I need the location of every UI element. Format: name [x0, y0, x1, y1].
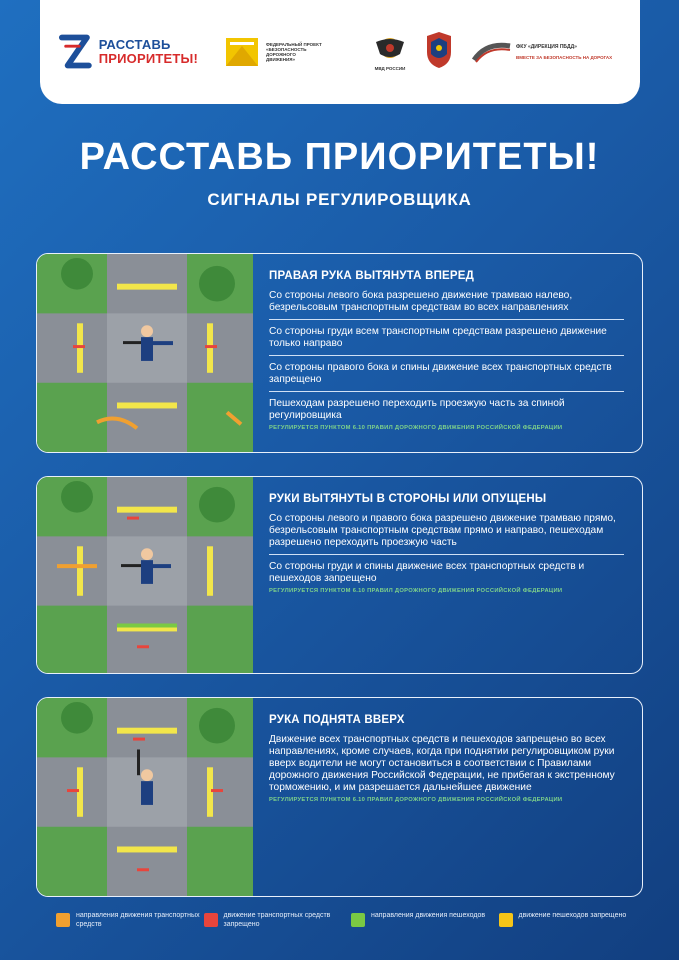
page-subtitle: СИГНАЛЫ РЕГУЛИРОВЩИКА — [207, 190, 472, 209]
brand-logo — [58, 32, 198, 72]
rule-reference: РЕГУЛИРУЕТСЯ ПУНКТОМ 6.10 ПРАВИЛ ДОРОЖНОГО ДВИЖЕНИЯ РОССИЙСКОЙ ФЕДЕРАЦИИ — [269, 588, 563, 594]
legend-item — [351, 912, 499, 929]
rule-item: Со стороны левого бока разрешено движение трамваю налево, безрельсовым транспортным средствам во всех направлениях — [269, 290, 624, 320]
rule-reference: РЕГУЛИРУЕТСЯ ПУНКТОМ 6.10 ПРАВИЛ ДОРОЖНОГО ДВИЖЕНИЯ РОССИЙСКОЙ ФЕДЕРАЦИИ — [269, 425, 563, 431]
z-logo-icon — [58, 32, 93, 72]
pedestrian-direction-icon — [351, 913, 365, 927]
legend-item — [204, 912, 352, 929]
road-icon — [472, 40, 512, 64]
rule-item: Со стороны груди всем транспортным средствам разрешено движение только направо — [269, 326, 624, 356]
project-text: ФЕДЕРАЛЬНЫЙ ПРОЕКТ «БЕЗОПАСНОСТЬ ДОРОЖНОГО ДВИЖЕНИЯ» — [266, 42, 322, 62]
eagle-emblem-icon — [370, 34, 410, 64]
header-bar — [40, 0, 640, 104]
legend — [56, 912, 646, 929]
intersection-illustration — [37, 254, 253, 452]
directorate-slogan: ВМЕСТЕ ЗА БЕЗОПАСНОСТЬ НА ДОРОГАХ — [516, 55, 613, 60]
legend-text: движение транспортных средств запрещено — [223, 912, 331, 928]
vehicle-direction-icon — [56, 913, 70, 927]
rule-item: Пешеходам разрешено переходить проезжую часть за спиной регулировщика — [269, 398, 565, 421]
signal-card-right-arm-forward — [36, 253, 643, 453]
rule-reference: РЕГУЛИРУЕТСЯ ПУНКТОМ 6.10 ПРАВИЛ ДОРОЖНОГО ДВИЖЕНИЯ РОССИЙСКОЙ ФЕДЕРАЦИИ — [269, 797, 563, 803]
national-project-icon — [224, 34, 260, 70]
mvd-logo — [362, 34, 418, 71]
brand-line1: РАССТАВЬ — [98, 37, 171, 52]
legend-text: движение пешеходов запрещено — [518, 912, 627, 919]
gibdd-logo — [424, 30, 458, 75]
rule-item: Со стороны левого и правого бока разрешено движение трамваю прямо, безрельсовым транспортным средствам прямо и направо, пешеходам разрешено переходить проезжую часть — [269, 513, 624, 555]
card-heading: ПРАВАЯ РУКА ВЫТЯНУТА ВПЕРЕД — [269, 270, 475, 282]
legend-item — [499, 912, 647, 929]
signal-card-arms-sideways — [36, 476, 643, 674]
legend-text: направления движения пешеходов — [371, 912, 486, 919]
mvd-text: МВД РОССИИ — [374, 65, 406, 71]
pedestrian-forbidden-icon — [499, 913, 513, 927]
rule-item: Со стороны правого бока и спины движение всех транспортных средств запрещено — [269, 362, 624, 392]
brand-line2: ПРИОРИТЕТЫ! — [98, 51, 198, 66]
national-project-logo — [224, 34, 344, 70]
signal-card-arm-raised — [36, 697, 643, 897]
directorate-title: ФКУ «ДИРЕКЦИЯ ПБДД» — [516, 44, 577, 50]
rule-item: Со стороны груди и спины движение всех транспортных средств и пешеходов запрещено — [269, 561, 585, 584]
page-title: РАССТАВЬ ПРИОРИТЕТЫ! — [79, 136, 600, 178]
intersection-illustration — [37, 477, 253, 673]
directorate-logo — [472, 40, 612, 64]
shield-emblem-icon — [424, 30, 454, 70]
legend-item — [56, 912, 204, 929]
intersection-illustration — [37, 698, 253, 896]
rule-item: Движение всех транспортных средств и пешеходов запрещено во всех направлениях, кроме случаев, когда при поднятии регулировщиком руки вверх водители не могут остановиться в соответствии с Правилами дорожного движения Российской Федерации, не прибегая к экстренному торможению, и им разрешается дальнейшее движение — [269, 734, 615, 793]
vehicle-forbidden-icon — [204, 913, 218, 927]
legend-text: направления движения транспортных средств — [76, 912, 200, 928]
card-heading: РУКИ ВЫТЯНУТЫ В СТОРОНЫ ИЛИ ОПУЩЕНЫ — [269, 493, 547, 505]
card-heading: РУКА ПОДНЯТА ВВЕРХ — [269, 714, 405, 726]
